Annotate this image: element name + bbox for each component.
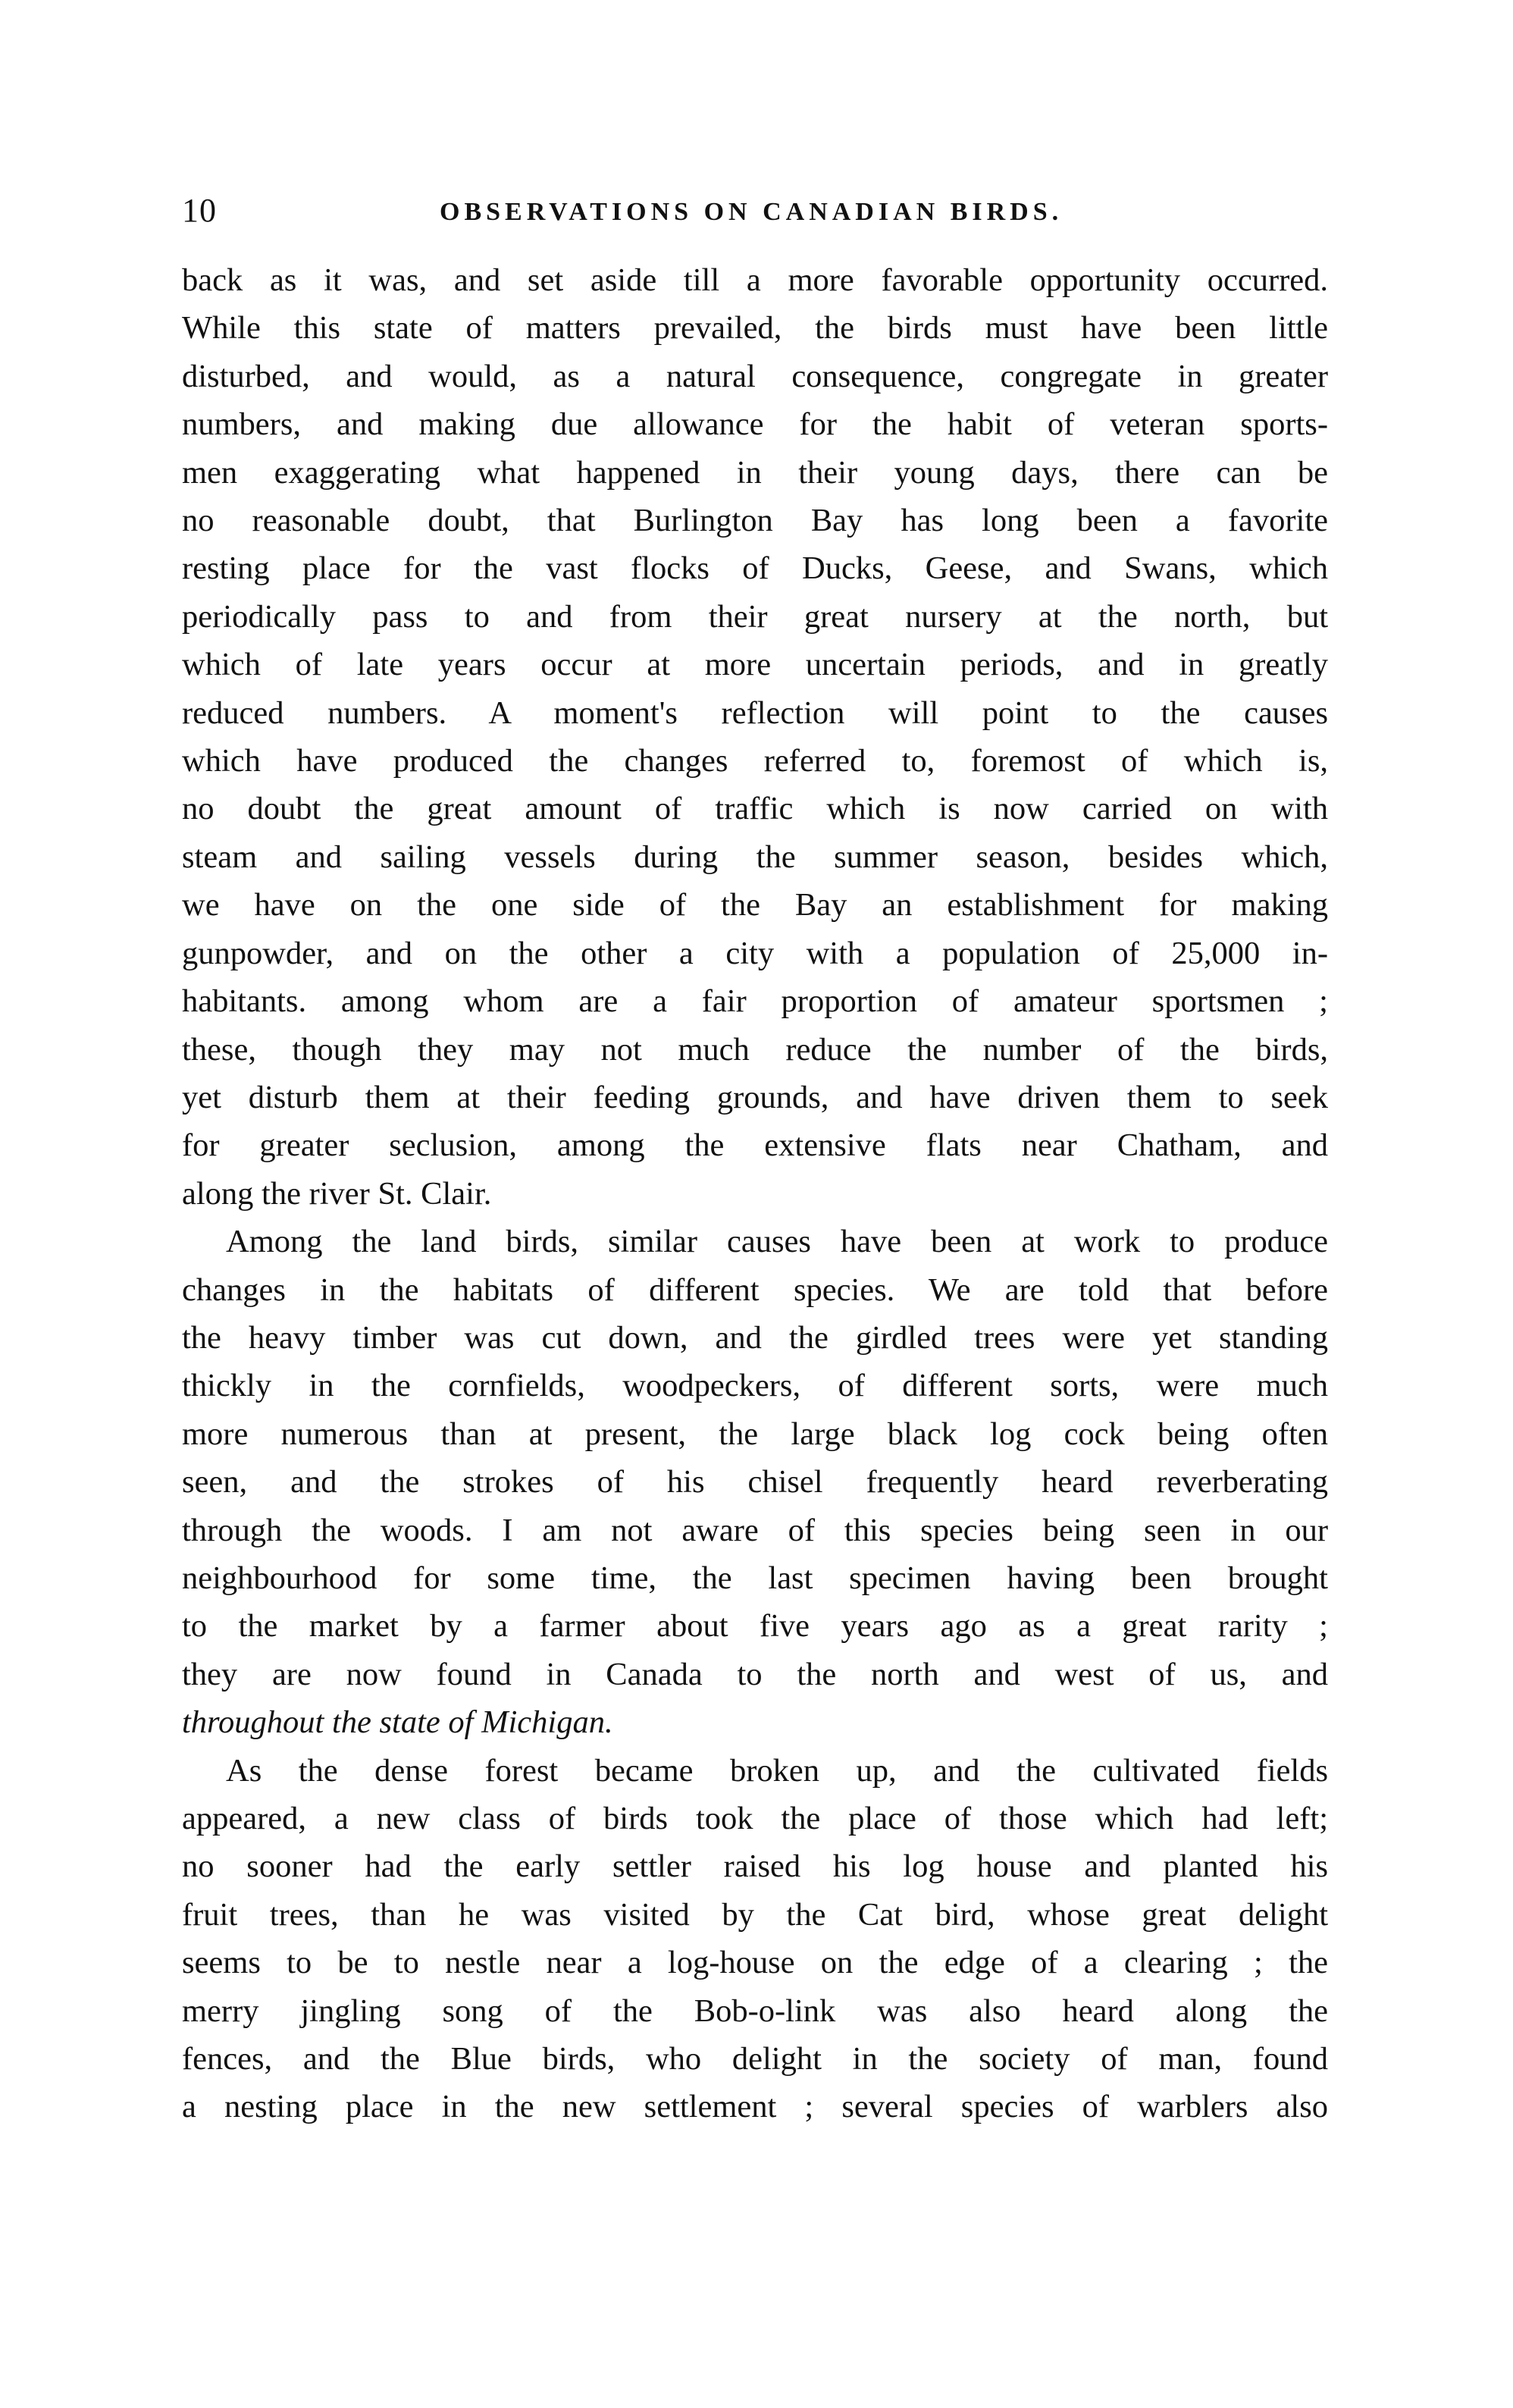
running-head xyxy=(182,190,1328,235)
text-line: no reasonable doubt, that Burlington Bay has long been a favorite xyxy=(182,503,1328,539)
text-line: disturbed, and would, as a natural consequence, congregate in greater xyxy=(182,358,1328,394)
text-line: to the market by a farmer about five years ago as a great rarity ; xyxy=(182,1608,1328,1645)
text-line: gunpowder, and on the other a city with a population of 25,000 in- xyxy=(182,935,1328,971)
page-number: 10 xyxy=(182,192,217,229)
text-line: which of late years occur at more uncertain periods, and in greatly xyxy=(182,647,1328,683)
text-line: for greater seclusion, among the extensive flats near Chatham, and xyxy=(182,1127,1328,1164)
text-line: which have produced the changes referred to, foremost of which is, xyxy=(182,743,1328,779)
text-line: men exaggerating what happened in their young days, there can be xyxy=(182,454,1328,491)
text-line: fences, and the Blue birds, who delight in the society of man, found xyxy=(182,2041,1328,2077)
text-line: these, though they may not much reduce the number of the birds, xyxy=(182,1031,1328,1068)
text-line-italic-phrase: more numerous than at present, the large black log cock being often xyxy=(182,1416,1328,1452)
text-line: a nesting place in the new settlement ; several species of warblers also xyxy=(182,2089,1328,2125)
text-line: through the woods. I am not aware of this species being seen in our xyxy=(182,1512,1328,1548)
text-line: no doubt the great amount of traffic which is now carried on with xyxy=(182,791,1328,827)
text-line: seems to be to nestle near a log-house on the edge of a clearing ; the xyxy=(182,1945,1328,1981)
text-line: seen, and the strokes of his chisel frequently heard reverberating xyxy=(182,1464,1328,1500)
text-line: steam and sailing vessels during the summer season, besides which, xyxy=(182,839,1328,875)
text-line: reduced numbers. A moment's reflection will point to the causes xyxy=(182,694,1328,731)
book-page xyxy=(182,190,1328,2131)
text-line: neighbourhood for some time, the last specimen having been brought xyxy=(182,1560,1328,1596)
text-line: appeared, a new class of birds took the place of those which had left; xyxy=(182,1801,1328,1836)
text-line: habitants. among whom are a fair proportion of amateur sportsmen ; xyxy=(182,983,1328,1020)
text-line: thickly in the cornfields, woodpeckers, of different sorts, were much xyxy=(182,1368,1328,1404)
paragraph-continued xyxy=(182,256,1328,1218)
text-line: fruit trees, than he was visited by the Cat bird, whose great delight xyxy=(182,1896,1328,1933)
paragraph-land-birds xyxy=(182,1218,1328,1746)
paragraph-forest xyxy=(182,1747,1328,2131)
text-line: merry jingling song of the Bob-o-link was also heard along the xyxy=(182,1993,1328,2029)
text-line: Among the land birds, similar causes have been at work to produce xyxy=(226,1224,1328,1260)
text-line: While this state of matters prevailed, the birds must have been little xyxy=(182,310,1328,346)
text-line: As the dense forest became broken up, and the cultivated fields xyxy=(226,1752,1328,1789)
text-line: along the river St. Clair. xyxy=(182,1175,492,1212)
running-title: OBSERVATIONS ON CANADIAN BIRDS. xyxy=(440,198,1063,226)
text-line-italic-phrase: periodically pass to and from their great nursery at the north, but xyxy=(182,598,1328,635)
text-line: no sooner had the early settler raised his log house and planted his xyxy=(182,1848,1328,1885)
text-line: the heavy timber was cut down, and the girdled trees were yet standing xyxy=(182,1319,1328,1356)
body-text xyxy=(182,256,1328,2131)
text-line: we have on the one side of the Bay an establishment for making xyxy=(182,887,1328,923)
text-line: changes in the habitats of different species. We are told that before xyxy=(182,1271,1328,1308)
text-line: resting place for the vast flocks of Ducks, Geese, and Swans, which xyxy=(182,550,1328,587)
text-line-italic: throughout the state of Michigan. xyxy=(182,1704,613,1741)
text-line: they are now found in Canada to the north and west of us, and xyxy=(182,1656,1328,1692)
text-line: back as it was, and set aside till a more favorable opportunity occurred. xyxy=(182,262,1328,298)
text-line: yet disturb them at their feeding grounds, and have driven them to seek xyxy=(182,1079,1328,1115)
text-line: numbers, and making due allowance for the habit of veteran sports- xyxy=(182,406,1328,443)
